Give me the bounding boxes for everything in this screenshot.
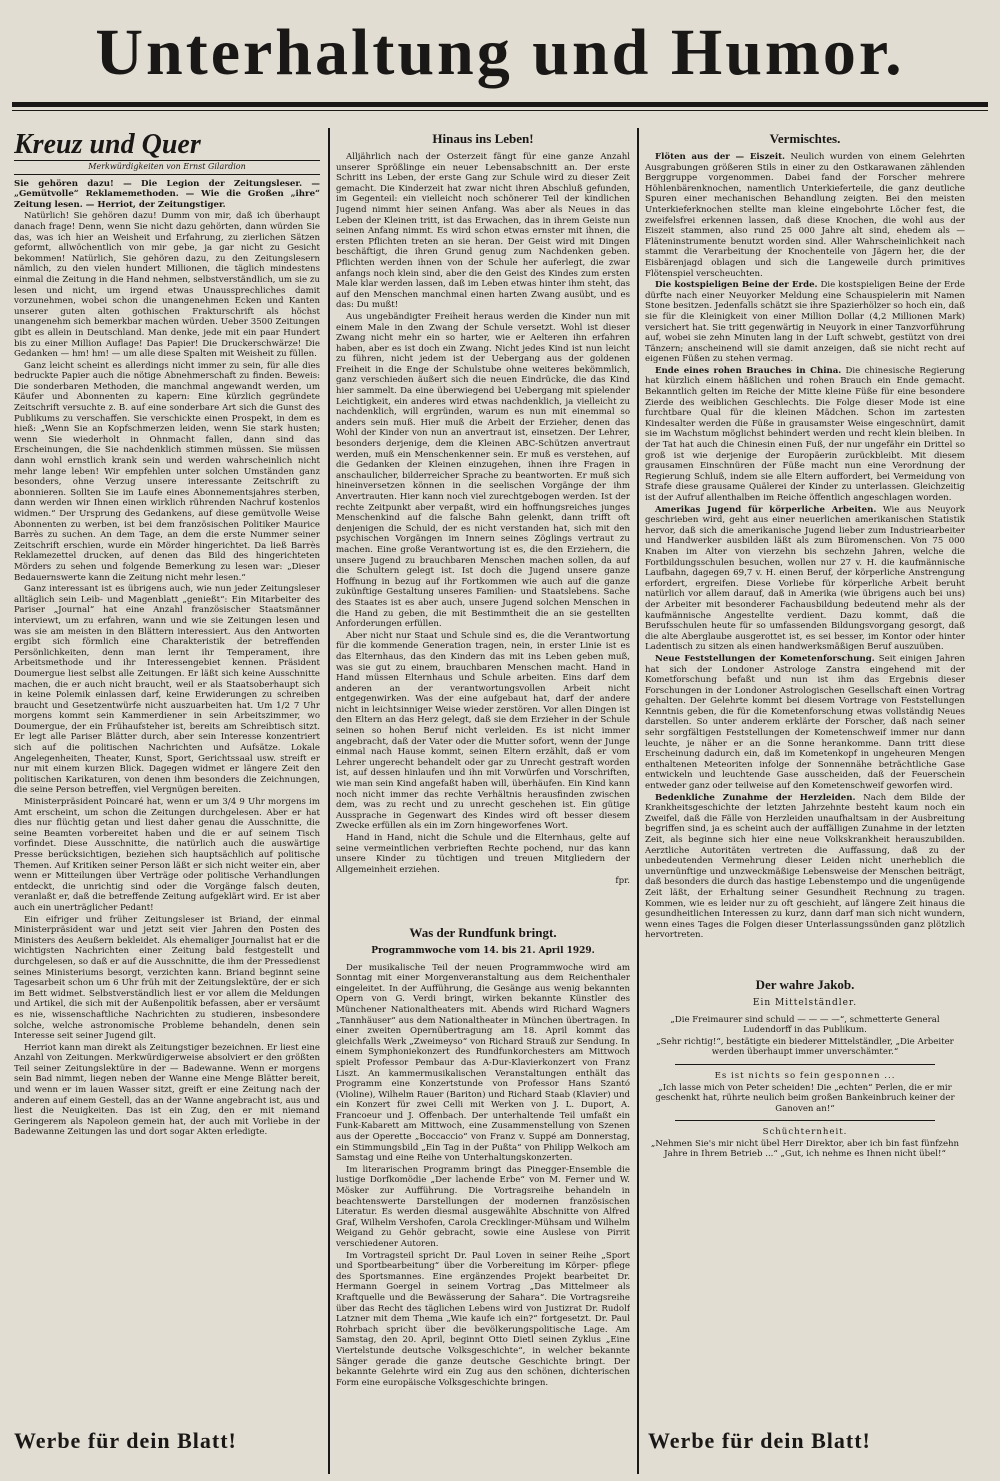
column-divider-left [328, 128, 330, 1474]
article-paragraph: Hand in Hand, nicht die Schule und die Elternhaus, gelte auf seine vermeintlichen verbrieften Rechte pochend, nur das kann unsere Kinder zu tüchtigen und treuen Mitgliedern der Allgemeinheit erziehen. [336, 833, 630, 875]
masthead-title: Unterhaltung und Humor. [95, 16, 905, 89]
article-paragraph: Im Vortragsteil spricht Dr. Paul Loven in seiner Reihe „Sport und Sportbearbeitung“ über die Vorbereitung im Körper- pflege des Sportsmannes. Eine ergänzendes Projekt bearbeitet Dr. Hermann Goergel in seinem Vortrag „Das Mittelmeer als Kraftquelle und die Bewässerung der Sahara“. Die Vortragsreihe über das Recht des täglichen Lebens wird von Justizrat Dr. Rudolf Latzner mit dem Thema „Wie kaufe ich ein?“ fortgesetzt. Dr. Paul Rohrbach spricht über die bevölkerungspolitische Lage. Am Samstag, den 20. April, beginnt Otto Dietl seinen Zyklus „Eine Viertelstunde deutsche Volksgeschichte“, in welcher bekannte Sänger gerade die ganze deutsche Geschichte bringt. Der bekannte Gelehrte wird ein Zug aus den schönen, dichterischen Form eine europäische Volksgeschichte bringen. [336, 1250, 630, 1388]
article-paragraph: Der musikalische Teil der neuen Programmwoche wird am Sonntag mit einer Morgenveranstaltung aus dem Reichenthaler eingeleitet. In der Aufführung, die Gesänge aus wenig bekannten Opern von G. Verdi bringt, wirken bekannte Künstler des Münchener Nationaltheaters mit. Abends wird Richard Wagners „Tannhäuser“ aus dem Nationaltheater in München übertragen. In einer zweiten Opernübertragung am 18. April kommt das gleichfalls Werk „Zweimeyso“ von Richard Strauß zur Sendung. In einem Symphoniekonzert des Rundfunkorchesters am Mittwoch spielt Professor Pembaur das A-Dur-Klavierkonzert von Franz Liszt. An kammermusikalischen Veranstaltungen enthält das Programm eine Konzertstunde von Professor Hans Szantó (Violine), Wilhelm Rauer (Bariton) und Richard Staab (Klavier) und ein Konzert für zwei Celli mit Werken von J. L. Duport, A. Francoeur und J. Offenbach. Der unterhaltende Teil umfaßt ein Funk-Kabarett am Mittwoch, eine Zusammenstellung von Szenen aus der Operette „Boccaccio“ von Franz v. Suppé am Donnerstag, ein Stimmungsbild „Ein Tag in der Pußta“ von Philipp Welkoch am Samstag und eine Reihe von Unterhaltungskonzerten. [336, 962, 630, 1164]
column-kreuz-und-quer [14, 130, 320, 1420]
article-paragraph: Alljährlich nach der Osterzeit fängt für eine ganze Anzahl unserer Sprößlinge ein neuer Lebensabschnitt an. Der erste Schritt ins Leben, der erste Gang zur Schule wird zu dieser Zeit gemacht. Die Kinderzeit hat zwar nicht ihren Abschluß gefunden, im Gegenteil: ein vielleicht noch schönerer Teil der kindlichen Jugend nimmt hier seinen Anfang. Was aber als Neues in das Leben der Kleinen tritt, ist das Erwachen, das in ihrem Geiste nun seinen Anfang nimmt. Es wird schon etwas ernster mit ihnen, die ersten Pflichten treten an sie heran. Der Geist wird mit Dingen beschäftigt, die ihren Grund genug zum Nachdenken geben. Pflichten werden ihnen von der Schule her auferlegt, die zwar anfangs noch klein sind, aber die den Geist des Kindes zum ersten Male klar werden lassen, daß im Leben etwas hinter ihm steht, das auf den Menschen manchmal einen harten Zwang ausübt, und es das: Du mußt! [336, 152, 630, 311]
article-paragraph: Im literarischen Programm bringt das Pinegger-Ensemble die lustige Dorfkomödie „Der lachende Erbe“ von M. Ferner und W. Mösker zur Aufführung. Die Vortragsreihe behandeln in beachtenswerte Darstellungen der modernen französischen Literatur. Es werden diesmal ausgewählte Abschnitte von Alfred Graf, Wilhelm Vershofen, Carola Crecklinger-Mühsam und Wilhelm Weigand zu Gehör gebracht, sowie eine Auslese von Pirrit verschiedener Autoren. [336, 1164, 630, 1249]
joke-line: „Ich lasse mich von Peter scheiden! Die „echten“ Perlen, die er mir geschenkt hat, rührte neulich beim großen Bankeinbruch keiner der Ganoven an!“ [655, 1082, 955, 1114]
article-paragraph: Ganz interessant ist es übrigens auch, wie nun jeder Zeitungsleser alltäglich sein Leib- und Magenblatt „genießt“: Ein Mitarbeiter des Pariser „Journal“ hat eine Anzahl französischer Staatsmänner interviewt, um zu erfahren, wann und wie sie Zeitungen lesen und was sie am meisten in den Blättern interessiert. Aus den Antworten ergibt sich förmlich eine Charakteristik der betreffenden Persönlichkeiten, denn man lernt ihr Temperament, ihre Arbeitsmethode und ihr Interessengebiet kennen. Präsident Doumergue liest selbst alle Zeitungen. Er läßt sich keine Ausschnitte machen, die er auch nicht braucht, weil er als Staatsoberhaupt sich in keine Polemik einlassen darf, keine Erwiderungen zu schreiben braucht und Gesetzentwürfe nicht auszuarbeiten hat. Um 1/2 7 Uhr morgens kommt sein Kammerdiener in sein Arbeitszimmer, wo Doumergue, der ein Frühaufsteher ist, bereits am Schreibtisch sitzt. Er legt alle Pariser Blätter durch, aber sein Interesse konzentriert sich auf die politischen Nachrichten und Aufsätze. Lokale Angelegenheiten, Theater, Kunst, Sport, Gerichtssaal usw. streift er nur mit einem kurzen Blick. Dagegen widmet er längere Zeit den politischen Karikaturen, von denen ihm besonders die Zeichnungen, die seine Person betreffen, viel Vergnügen bereiten. [14, 584, 320, 796]
footer-werbe-right: Werbe für dein Blatt! [648, 1428, 871, 1453]
joke-line: „Die Freimaurer sind schuld — — — —“, schmetterte General Ludendorff in das Publikum. [670, 1014, 940, 1036]
news-item-lead: Die kostspieligen Beine der Erde. [655, 280, 818, 291]
article-signature: fpr. [615, 876, 630, 887]
article-paragraph: Herriot kann man direkt als Zeitungstiger bezeichnen. Er liest eine Anzahl von Zeitungen. Merkwürdigerweise absolviert er den größten Teil seiner Zeitungslektüre in der — Badewanne. Wenn er morgens sein Bad nimmt, liegen neben der Wanne eine Menge Blätter bereit, und wenn er im lauen Wasser sitzt, greift er eine Zeitung nach der anderen auf einem Gestell, das an der Wanne angebracht ist, aus und liest die Neuigkeiten. Das ist ein Zug, den er mit niemand Geringerem als Napoleon gemein hat, der auch mit Vorliebe in der Badewanne Zeitungen las und dort sogar Akten erledigte. [14, 1042, 320, 1138]
news-item-text: Die kostspieligen Beine der Erde dürfte nach einer Neuyorker Meldung eine Schauspielerin mit Namen Stone besitzen. Jedenfalls schätzt sie ihre Spazierhölzer so hoch ein, daß sie für die Kleinigkeit von einer Million Dollar (4,2 Millionen Mark) versichert hat. Sie tritt gegenwärtig in Neuyork in einer Tanzvorführung auf, wobei sie zehn Minuten lang in der Luft schwebt, gestützt von drei Tänzern; anscheinend will sie damit anzeigen, daß sie nicht recht auf eigenen Füßen zu stehen vermag. [645, 280, 965, 365]
joke-line: „Nehmen Sie's mir nicht übel Herr Direktor, aber ich bin fast fünfzehn Jahre in Ihrem Betrieb ...“ „Gut, ich nehme es Ihnen nicht übel!“ [650, 1138, 960, 1160]
news-item-text: Neulich wurden von einem Gelehrten Ausgrabungen größeren Stils in einer zu den Ostkarawanen zählenden Berggruppe vorgenommen. Dabei fand der Forscher mehrere Höhlenbärenknochen, namentlich Unterkieferteile, die ganz deutliche Spuren einer mechanischen Behandlung zeigten. Bei den meisten Unterkieferknochen stellte man kleine eingebohrte Löcher fest, die zweifelsfrei erkennen lassen, daß diese Knochen, die wohl aus der Eiszeit stammen, also rund 25 000 Jahre alt sind, ehedem als — Fläteninstrumente benutzt worden sind. Aller Wahrscheinlichkeit nach stammt die Verarbeitung der Knochenteile von Jägern her, die der Eisbärenjagd oblagen und sich die Langeweile durch primitives Flötenspiel verscheuchten. [645, 152, 965, 279]
news-item-lead: Ende eines rohen Brauches in China. [655, 365, 842, 376]
news-item-text: Wie aus Neuyork geschrieben wird, geht aus einer neuerlichen amerikanischen Statistik hervor, daß sich die amerikanische Jugend lieber zum Industriearbeiter und Handwerker ausbilden läßt als zum Büromenschen. Von 75 000 Knaben im Alter von vierzehn bis sechzehn Jahren, welche die Fortbildungsschulen besuchen, wollen nur 27 v. H. die kaufmännische Laufbahn, dagegen 69,7 v. H. einen Beruf, der körperliche Anstrengung erfordert, ergreifen. Diese Vorliebe für körperliche Arbeit beruht natürlich vor allem darauf, daß in Amerika (wie übrigens auch bei uns) der Arbeiter mit besonderer Fachausbildung bedeutend mehr als der kaufmännische Angestellte verdient. Dazu kommt, daß die Berufsschulen heute für so umfassenden Bildungsvorgang gesorgt, daß die alte Aberglaube ausgerottet ist, es sei besser, im Kontor oder hinter Ladentisch zu sitzen als einen handwerksmäßigen Beruf auszuüben. [645, 504, 965, 653]
column-vermischtes [645, 130, 965, 1420]
article-paragraph: Aus ungebändigter Freiheit heraus werden die Kinder nun mit einem Male in den Zwang der Schule versetzt. Wohl ist dieser Zwang nicht mehr ein so harter, wie er Aelteren ihn erfahren haben, aber es ist doch ein Zwang. Nicht jedes Kind ist nun leicht zu führen, nicht jedem ist der Uebergang aus der goldenen Freiheit in die Enge der Schulstube ohne weiteres bekömmlich, ganz verschieden äußert sich die neuen Eindrücke, die das Kind hier sammelt. Da eine überwiegend bei Uebergang mit spielender Leichtigkeit, ein anderes wird etwas nachdenklich, ja vielleicht zu nachdenklich, will ergründen, warum es nun mit einemmal so anders sein muß. Hier muß die Arbeit der Erzieher, denen das Wohl der Kinder von nun an anvertraut ist, einsetzen. Der Lehrer, besonders derjenige, dem die Kleinen ABC-Schützen anvertraut werden, muß ein Menschenkenner sein. Er muß es verstehen, auf die Gedanken der Kleinen einzugehen, ihnen ihre Fragen in anschaulicher, bilderreicher Sprache zu beantworten. Er muß sich hineinversetzen können in die seelischen Vorgänge der ihm Anvertrauten. Hier kann noch viel zurechtgebogen werden. Ist der rechte Zeitpunkt aber verpaßt, wird ein hoffnungsreiches junges Menschenkind auf die falsche Bahn gelenkt, dann trifft oft denjenigen die Schuld, der es nicht verstanden hat, sich mit den psychischen Vorgängen im Innern seines Zöglings vertraut zu machen. Eine große Verantwortung ist es, die den Erziehern, die unsere Jugend zu brauchbaren Menschen machen sollen, da auf die Schultern gelegt ist. Ist doch die Jugend unsere ganze Hoffnung in bezug auf ihr Fortkommen wie auch auf die ganze zukünftige Gestaltung unseres Familien- und Staatslebens. Sache des Staates ist es aber auch, unsere Jugend solchen Menschen in die Hand zu geben, die mit Bestimmtheit die an sie gestellten Anforderungen erfüllen. [336, 311, 630, 630]
article-paragraph: Ganz leicht scheint es allerdings nicht immer zu sein, für alle dies bedruckte Papier auch die nötige Abnehmerschaft zu finden. Beweis: Die sonderbaren Methoden, die manchmal angewandt werden, um Käufer und Abonnenten zu kapern: Eine kürzlich gegründete Zeitschrift versuchte z. B. auf eine sonderbare Art sich die Gunst des Publikums zu verschaffen. Sie verschickte einen Prospekt, in dem es hieß: „Wenn Sie an Kopfschmerzen leiden, wenn Sie stark husten; wenn Sie wiederholt in Ohnmacht fallen, dann sind das Erscheinungen, die Sie nachdenklich stimmen müssen. Sie müssen dann wohl ernstlich krank sein und werden wahrscheinlich nicht mehr lange leben! Wir empfehlen unter solchen Umständen ganz besonders, ohne Verzug unsere interessante Zeitschrift zu abonnieren. Sollten Sie im Laufe eines Abonnementsjahres sterben, dann werden wir Ihnen einen wirklich rührenden Nachruf kostenlos widmen.“ Der Ursprung des Gedankens, auf diese gemütvolle Weise Abonnenten zu werben, ist bei dem französischen Politiker Maurice Barrès zu suchen. An dem Tage, an dem die erste Nummer seiner Zeitschrift erschien, wurde ein Mörder hingerichtet. Da ließ Barrès Reklamezettel drucken, auf denen das Bild des hingerichteten Mörders zu sehen und folgende Bemerkung zu lesen war: „Dieser Bedauernswerte kann die Zeitung nicht mehr lesen.“ [14, 360, 320, 583]
rundfunk-title: Was der Rundfunk bringt. [409, 924, 557, 940]
masthead-rule-thin [12, 110, 988, 111]
news-item-lead: Flöten aus der — Eiszeit. [655, 152, 786, 162]
footer-werbe-left: Werbe für dein Blatt! [14, 1428, 237, 1453]
joke-line: „Sehr richtig!“, bestätigte ein biederer Mittelständler, „Die Arbeiter werden überhaupt immer unverschämter.“ [656, 1036, 954, 1058]
kreuz-und-quer-byline: Merkwürdigkeiten von Ernst Gilardion [14, 160, 320, 175]
news-item-text: Die chinesische Regierung hat kürzlich einem häßlichen und rohen Brauch ein Ende gemacht. Bekanntlich gelten im Reiche der Mitte kleine Füße für eine besondere Zierde des weiblichen Geschlechts. Die Folge dieser Mode ist eine furchtbare Qual für die kleinen Mädchen. Schon im zartesten Kindesalter werden die Füße in grausamster Weise eingeschnürt, damit sie im Wachstum möglichst behindert werden und recht klein bleiben. In der Tat hat auch die Chinesin einen Fuß, der nur ungefähr ein Drittel so groß ist wie derjenige der Europäerin zurückbleibt. Mit diesem grausamen Einschnüren der Füße macht nun eine Verordnung der Regierung Schluß, indem sie alle Eltern auffordert, bei Vermeidung von Strafe diese grausame Quälerei der Kinder zu unterlassen. Gleichzeitig ist der Aufruf allenthalben im Reiche öffentlich angeschlagen worden. [645, 365, 965, 503]
news-item-lead: Amerikas Jugend für körperliche Arbeiten. [655, 504, 877, 515]
news-item-text: Nach dem Bilde der Krankheitsgeschichte der letzten Jahrzehnte besteht kaum noch ein Zweifel, daß die Fälle von Herzleiden unaufhaltsam in der Ausbreitung begriffen sind, ja es scheint auch der auffälligen Zunahme in der letzten Zeit, als beginne sich hier eine neue Volkskrankheit herauszubilden. Aerztliche Autoritäten vertreten die Auffassung, daß zu der unbedeutenden Vermehrung dieser Leiden nicht unerheblich die unvernünftige und unzweckmäßige Lebensweise der Menschen beiträgt, daß besonders die durch das hastige Lebenstempo und die ungenügende Zeit läßt, der Erhaltung seiner Gesundheit Rechnung zu tragen. Kommen, wie es leider nur zu oft geschieht, auf längere Zeit hinaus die gesundheitlichen Interessen zu kurz, dann darf man sich nicht wundern, wenn eines Tages die Folgen dieser Unterlassungssünden ganz plötzlich hervortreten. [645, 792, 965, 941]
wahre-jakob-section [645, 976, 965, 1160]
joke-heading: Es ist nichts so fein gesponnen ... [714, 1070, 896, 1081]
column-divider-right [637, 128, 639, 1474]
kreuz-und-quer-title: Kreuz und Quer [14, 130, 201, 160]
hinaus-ins-leben-title: Hinaus ins Leben! [432, 131, 534, 146]
news-item [645, 505, 965, 653]
article-paragraph: Ein eifriger und früher Zeitungsleser ist Briand, der einmal Ministerpräsident war und jetzt seit vier Jahren den Posten des Ministers des Aeußern bekleidet. Als ehemaliger Journalist hat er die wichtigsten Nachrichten einer Zeitung bald festgestellt und durchgelesen, so daß er auf die Ausschnitte, die ihm der Pressedienst seines Ministeriums besorgt, verzichten kann. Briand beginnt seine Tagesarbeit schon um 6 Uhr früh mit der Zeitungslektüre, der er sich im Bett widmet. Selbstverständlich liest er vor allem die Meldungen und Artikel, die sich mit der Außenpolitik befassen, aber er versäumt es nie, wissenschaftliche Nachrichten zu studieren, insbesondere solche, welche astronomische Probleme behandeln, denen sein Interesse seit seiner Jugend gilt. [14, 914, 320, 1042]
news-item [645, 280, 965, 365]
article-paragraph: Natürlich! Sie gehören dazu! Dumm von mir, daß ich überhaupt danach frage! Denn, wenn Sie nicht dazu gehörten, dann würden Sie das, was ich hier an Weisheit und Erfahrung, zu zierlichen Sätzen geformt, allwöchentlich von mir gebe, ja gar nicht zu Gesicht bekommen! Natürlich, Sie gehören dazu, zu den Zeitungslesern nämlich, zu den vielen hundert Millionen, die täglich mindestens einmal die Zeitung in die Hand nehmen, selbstverständlich, um sie zu lesen und nicht, um irgend etwas Unaussprechliches damit vorzunehmen, wobei schon die unangenehmen Ecken und Kanten unserer guten alten gothischen Frakturschrift als höchst unangenehm sich bemerkbar machen würden. Ueber 3500 Zeitungen gibt es allein in Deutschland. Man denke, jede mit ein paar Hundert bis zu einer Million Auflage! Das Papier! Die Druckerschwärze! Die Gedanken — hm! hm! — um alle diese Spalten mit Weisheit zu füllen. [14, 211, 320, 360]
news-item [645, 793, 965, 941]
news-item-lead: Bedenkliche Zunahme der Herzleiden. [655, 792, 856, 803]
news-item-text: Seit einigen Jahren hat sich der Londoner Astrologe Zanstra eingehend mit der Kometforschung befaßt und nun ist ihm das Ergebnis dieser Forschungen in der Londoner Astrologischen Gesellschaft einen Vortrag gehalten. Der Gelehrte kommt bei diesem Vortrage von Feststellungen Kenntnis geben, die für die Kometenforschung etwas vollständig Neues darstellen. So unter anderem erklärte der Forscher, daß nach seiner sehr sorgfältigen Feststellungen der Kometenschweif immer nur dann leuchte, je näher er an die Sonne herankomme. Dann tritt diese Erscheinung dadurch ein, daß im Kometenkopf in ungeheuren Mengen enthaltenen Meteoriten infolge der Sonnennähe beträchtliche Gase entwickeln und leuchtende Gase ausscheiden, daß der Feuerschein entweder ganz oder teilweise auf den Kometenschweif geworfen wird. [645, 653, 965, 792]
column-hinaus-ins-leben [336, 130, 630, 1420]
masthead-rule-thick [12, 102, 988, 107]
rundfunk-subtitle: Programmwoche vom 14. bis 21. April 1929. [371, 945, 595, 956]
wahre-jakob-title: Der wahre Jakob. [755, 976, 855, 992]
news-item-lead: Neue Feststellungen der Kometenforschung. [655, 653, 875, 664]
news-item [645, 152, 965, 279]
news-item [645, 366, 965, 504]
article-paragraph: Ministerpräsident Poincaré hat, wenn er um 3/4 9 Uhr morgens im Amt erscheint, um schon die Zeitungen durchgelesen. Aber er hat dies nur flüchtig getan und liest daher genau die Ausschnitte, die seine Beamten vorbereitet haben und die er auf seinem Tisch vorfindet. Diese Ausschnitte, die natürlich auch die auswärtige Presse berücksichtigen, beziehen sich hauptsächlich auf politische Themen. Auf Kritiken seiner Person läßt er sich nicht weiter ein, aber wenn er Mitteilungen über Verträge oder politische Verhandlungen entdeckt, die unrichtig sind oder die Vorgänge falsch deuten, veranlaßt er, daß die betreffende Zeitung aufgeklärt wird. Er ist aber auch ein unerträglicher Pedant! [14, 797, 320, 913]
article-lead: Sie gehören dazu! — Die Legion der Zeitungsleser. — „Gemütvolle“ Reklamemethoden. — Wie die Großen „ihre“ Zeitung lesen. — Herriot, der Zeitungstiger. [14, 178, 320, 210]
vermischtes-title: Vermischtes. [769, 131, 841, 146]
joke-heading: Schüchternheit. [762, 1127, 848, 1138]
article-paragraph: Aber nicht nur Staat und Schule sind es, die die Verantwortung für die kommende Generation tragen, nein, in erster Linie ist es das Elternhaus, das den Kindern das mit ins Leben geben muß, was sie gut zu einem, brauchbaren Menschen macht. Hand in Hand müssen Elternhaus und Schule arbeiten. Eins darf dem anderen an der verantwortungsvollen Arbeit nicht entgegenwirken. Was der eine aufgebaut hat, darf der andere nicht in leichtsinniger Weise wieder zerstören. Vor allen Dingen ist den Eltern an das Herz gelegt, daß sie dem Erzieher in der Schule seinen so hohen Beruf nicht verleiden. Es ist nicht immer angebracht, daß der Vater oder die Mutter sofort, wenn der Junge einmal nach Hause kommt, seinen Eltern erzählt, daß er vom Lehrer ungerecht behandelt oder gar zu Unrecht gestraft worden ist, auf dessen hinlaufen und ihn mit Vorwürfen und Vorschriften, wie man sein Kind angefaßt haben will, überhäufen. Ein Kind kann noch nicht immer das rechte Verhältnis herausfinden zwischen dem, was zu recht und zu unrecht geschehen ist. Ein gütige Aussprache in Gegenwart des Kindes wird oft besser diesem Zwecke erfüllen als ein im Zorn hingeworfenes Wort. [336, 630, 630, 832]
news-item [645, 654, 965, 792]
wahre-jakob-subtitle: Ein Mittelständler. [752, 997, 858, 1008]
